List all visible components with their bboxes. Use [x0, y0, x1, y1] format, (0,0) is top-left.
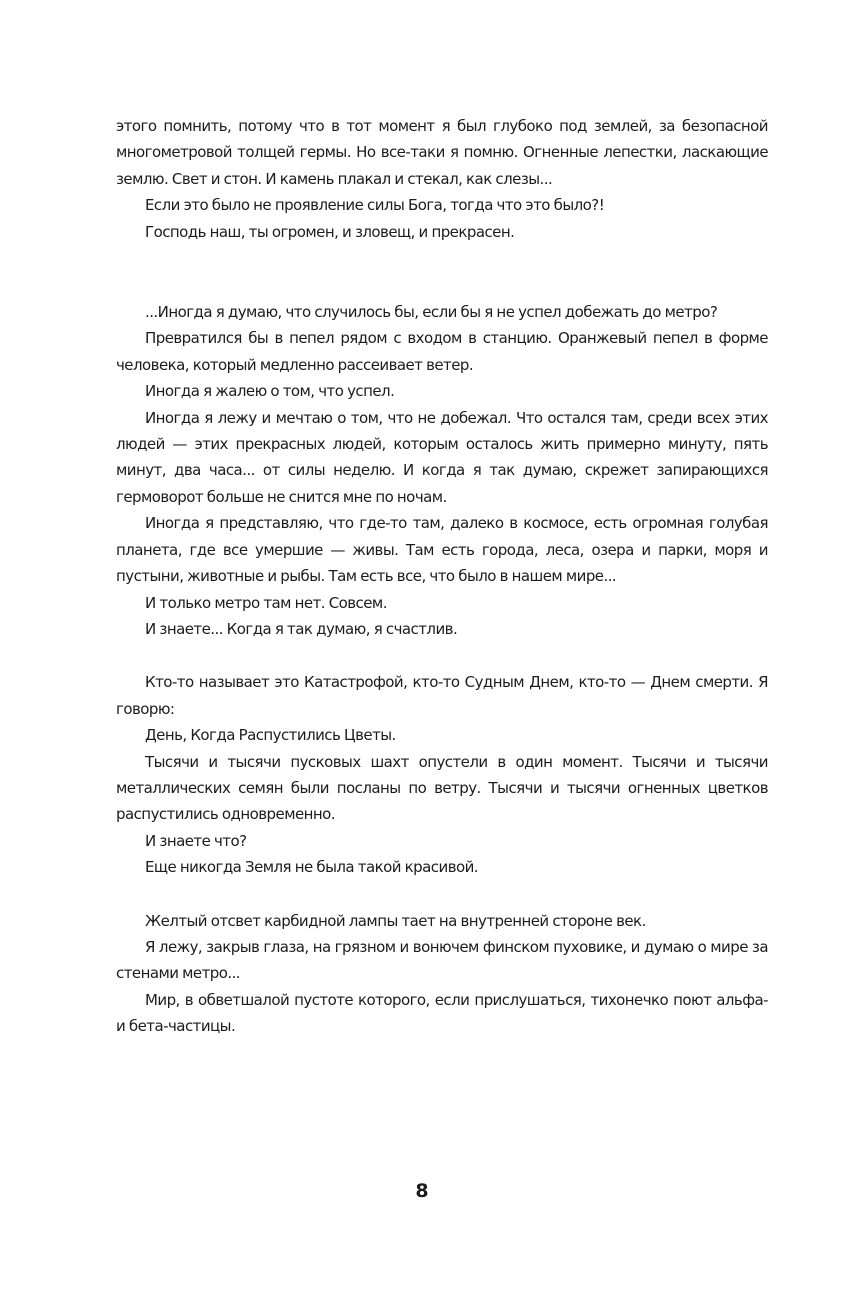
- paragraph: ...Иногда я думаю, что случилось бы, если бы я не успел добежать до метро?: [145, 303, 718, 322]
- section-break: [116, 642, 768, 669]
- paragraph: Если это было не проявление силы Бога, тогда что это было?!: [145, 196, 605, 215]
- paragraph: Тысячи и тысячи пусковых шахт опустели в один момент. Тысячи и тысячи металлических семян были посланы по ветру. Тысячи и тысячи огненных цветков распустились одновременно.: [116, 752, 768, 824]
- section-break: [116, 881, 768, 908]
- paragraph: Мир, в обветшалой пустоте которого, если прислушаться, тихонечко поют альфа- и бета-частицы.: [116, 990, 768, 1036]
- page-body: [116, 113, 768, 1040]
- paragraph: Я лежу, закрыв глаза, на грязном и вонючем финском пуховике, и думаю о мире за стенами метро...: [116, 937, 768, 983]
- paragraph: И знаете что?: [145, 831, 247, 850]
- paragraph: Желтый отсвет карбидной лампы тает на внутренней стороне век.: [145, 911, 646, 930]
- paragraph: Кто-то называет это Катастрофой, кто-то Судным Днем, кто-то — Днем смерти. Я говорю:: [116, 673, 768, 718]
- paragraph: Превратился бы в пепел рядом с входом в станцию. Оранжевый пепел в форме человека, который медленно рассеивает ветер.: [116, 329, 768, 374]
- paragraph: Еще никогда Земля не была такой красивой.: [145, 858, 479, 877]
- paragraph: Иногда я жалею о том, что успел.: [145, 382, 395, 401]
- paragraph: этого помнить, потому что в тот момент я был глубоко под землей, за безопасной многометровой толщей гермы. Но все-таки я помню. Огненные лепестки, ласкающие землю. Свет и стон. И камень плакал и стекал, как слезы...: [116, 117, 768, 188]
- paragraph: И знаете... Когда я так думаю, я счастлив.: [145, 619, 458, 638]
- paragraph: День, Когда Распустились Цветы.: [145, 726, 396, 745]
- paragraph: И только метро там нет. Совсем.: [145, 593, 387, 612]
- paragraph: Иногда я лежу и мечтаю о том, что не добежал. Что остался там, среди всех этих людей — этих прекрасных людей, которым осталось жить примерно минуту, пять минут, два часа... от силы неделю. И когда я так думаю, скрежет запирающихся гермоворот больше не снится мне по ночам.: [116, 408, 768, 506]
- section-break: [116, 245, 768, 299]
- paragraph: Господь наш, ты огромен, и зловещ, и прекрасен.: [145, 222, 515, 241]
- paragraph: Иногда я представляю, что где-то там, далеко в космосе, есть огромная голубая планета, где все умершие — живы. Там есть города, леса, озера и парки, моря и пустыни, животные и рыбы. Там есть все, что было в нашем мире...: [116, 514, 768, 586]
- page-number: 8: [415, 1180, 429, 1202]
